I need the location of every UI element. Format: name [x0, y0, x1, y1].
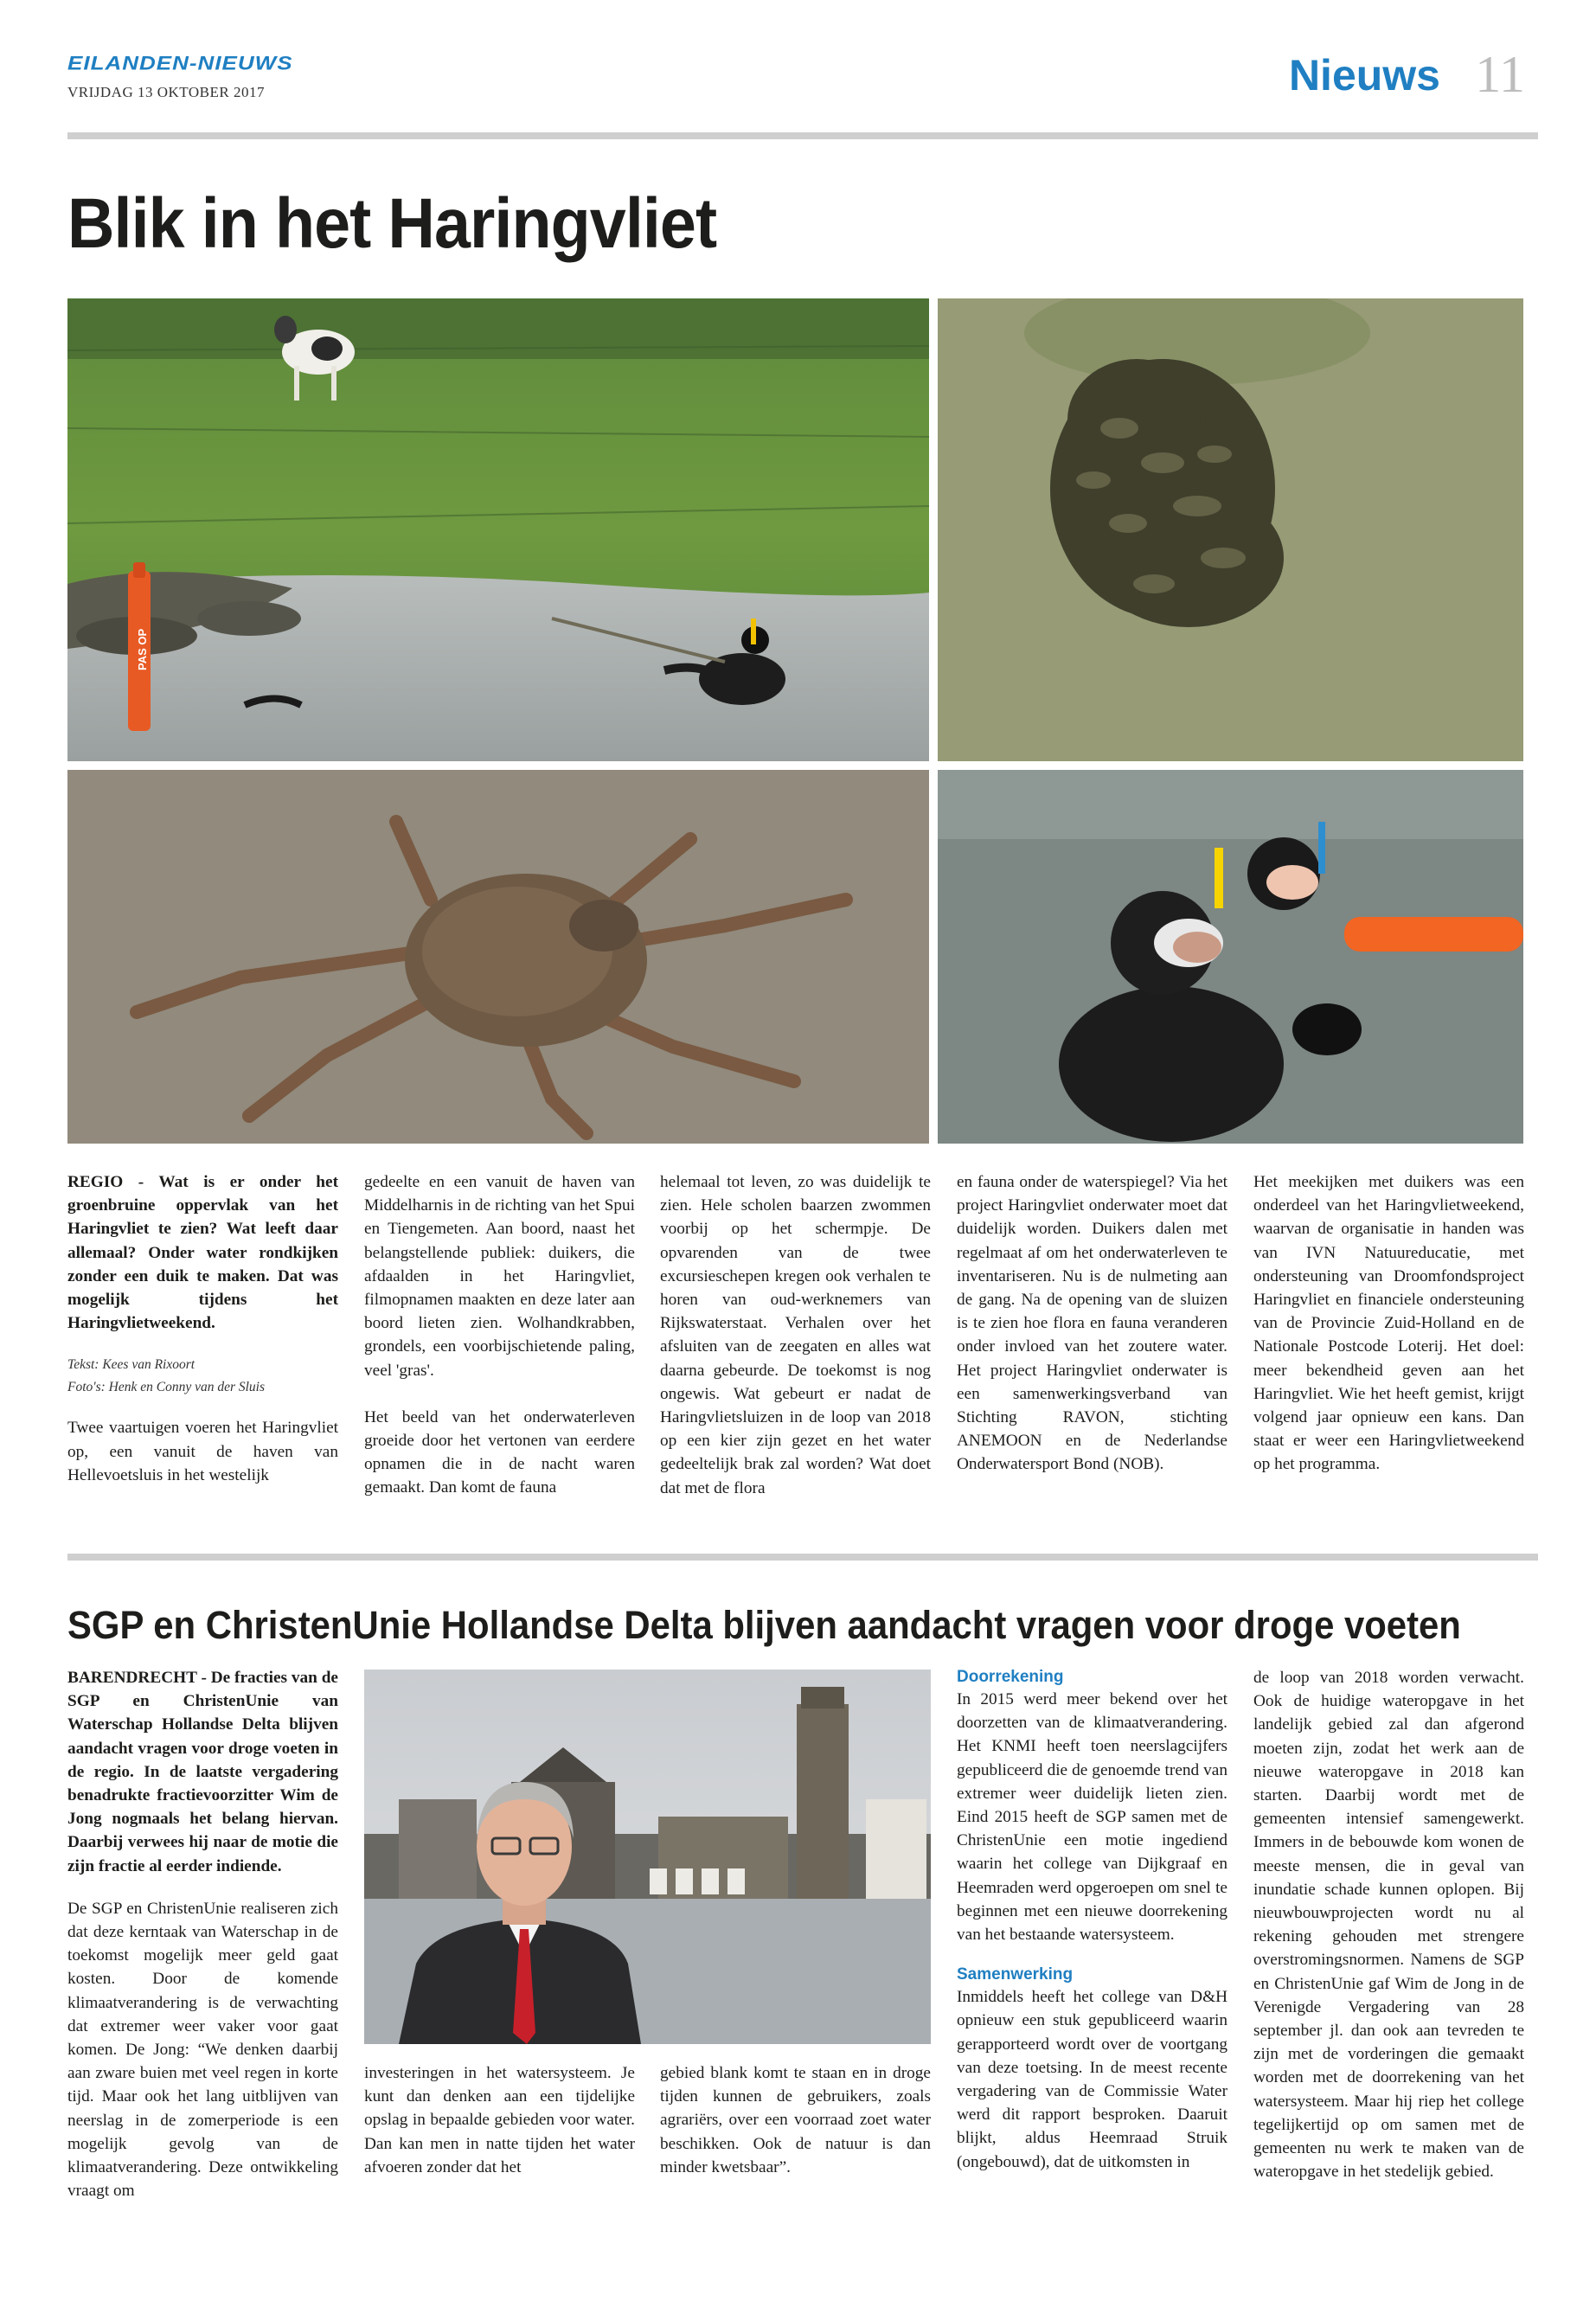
- article1-col2-p2: Het beeld van het onderwaterleven groeide door het vertonen van eerdere opnamen die in de nacht waren gemaakt. Dan komt de fauna: [364, 1407, 635, 1497]
- buoy-label: PAS OP: [136, 628, 149, 670]
- article2-col4-p2: Inmiddels heeft het college van D&H opnieuw een stuk gepubliceerd waarin gerapporteerd wordt over de voortgang van deze toetsing. In de meest recente vergadering van de Commissie Water werd dit rapport besproken. Daaruit blijkt, aldus Heemraad Struik (ongebouwd), dat de uitkomsten in: [957, 1988, 1227, 2171]
- photo-divers-entering: [67, 298, 929, 761]
- article2-col2: investeringen in het watersysteem. Je kunt dan denken aan een tijdelijke opslag in bepaalde gebieden voor water. Dan kan men in natte tijden het water afvoeren zonder dat het: [364, 2064, 635, 2176]
- article2-col1-body: De SGP en ChristenUnie realiseren zich dat deze kerntaak van Waterschap in de toekomst mogelijk meer geld gaat kosten. Door de komende klimaatverandering is de verwachting dat extremer weer vaker voor gaat komen. De Jong: “We denken daarbij aan zware buien met veel regen in korte tijd. Maar ook het lang uitblijven van neerslag in de zomerperiode is een mogelijk gevolg van de klimaatverandering. Deze ontwikkeling vraagt om: [67, 1899, 338, 2201]
- article2-lead: BARENDRECHT - De fracties van de SGP en ChristenUnie van Waterschap Hollandse Delta blijven aandacht vragen voor droge voeten in de regio. In de laatste vergadering benadrukte fractievoorzitter Wim de Jong nogmaals het belang hiervan. Daarbij verwees hij naar de motie die zijn fractie al eerder indiende.: [67, 1669, 338, 1875]
- article1-column-1: [67, 1170, 338, 1487]
- header-divider: [67, 132, 1538, 139]
- article1-column-3: [660, 1170, 931, 1500]
- credit-text: Tekst: Kees van Rixoort: [67, 1357, 195, 1373]
- article2-column-5: [1253, 1666, 1524, 2183]
- article2-headline: SGP en ChristenUnie Hollandse Delta blijven aandacht vragen voor droge voeten: [67, 1603, 1461, 1647]
- article2-column-4: [957, 1666, 1227, 2174]
- issue-date: VRIJDAG 13 OKTOBER 2017: [67, 84, 265, 100]
- article2-col5: de loop van 2018 worden verwacht. Ook de huidige wateropgave in het landelijk gebied zal dan afgerond moeten zijn, zodat het werk aan de nieuwe wateropgave in 2018 kan starten. Daarbij wordt met de gemeenten intensief samengewerkt. Immers in de bebouwde kom wonen de meeste mensen, die in geval van inundatie schade kunnen oplopen. Bij nieuwbouwprojecten wordt nu al rekening gehouden met strengere overstromingsnormen. Namens de SGP en ChristenUnie gaf Wim de Jong in de Verenigde Vergadering van 28 september jl. dan ook aan tevreden te zijn met de vorderingen die gemaakt worden met de doorrekening van het watersysteem. Maar hij riep het college tegelijkertijd op om samen met de gemeenten nu werk te maken van de wateropgave in het stedelijk gebied.: [1253, 1669, 1524, 2182]
- article1-col3: helemaal tot leven, zo was duidelijk te zien. Hele scholen baarzen zwommen voorbij op het schermpje. De opvarenden van de twee excursieschepen kregen ook verhalen te horen van oud-werknemers van Rijkswaterstaat. Verhalen over het afsluiten van de zeegaten en alles wat daarna gebeurde. De toekomst is nog ongewis. Wat gebeurt er nadat de Haringvlietsluizen in de loop van 2018 op een kier zijn gezet en het water gedeeltelijk brak zal worden? Wat doet dat met de flora: [660, 1173, 931, 1497]
- article1-column-5: [1253, 1170, 1524, 1477]
- photo-wim-de-jong: [364, 1670, 931, 2044]
- article2-column-1: [67, 1666, 338, 2202]
- photo-crab: [67, 770, 929, 1144]
- article-divider: [67, 1554, 1538, 1561]
- article-headline: Blik in het Haringvliet: [67, 184, 717, 263]
- article1-credits: [67, 1354, 338, 1399]
- article2-column-3: [660, 2061, 931, 2179]
- paper-logo: EILANDEN-NIEUWS: [67, 52, 293, 74]
- article1-lead: REGIO - Wat is er onder het groenbruine oppervlak van het Haringvliet te zien? Wat leeft daar allemaal? Onder water rondkijken zonder een duik te maken. Dat was mogelijk tijdens het Haringvlietweekend.: [67, 1173, 338, 1333]
- article1-col5: Het meekijken met duikers was een onderdeel van het Haringvlietweekend, waarvan de organisatie in handen was van IVN Natuureducatie, met ondersteuning van Droomfondsproject Haringvliet en financiele ondersteuning van de Provincie Zuid-Holland en de Nationale Postcode Loterij. Het doel: meer bekendheid geven aan het Haringvliet. Wie het heeft gemist, krijgt volgend jaar opnieuw een kans. Dan staat er weer een Haringvlietweekend op het programma.: [1253, 1173, 1524, 1474]
- photo-snorkel-divers: [938, 770, 1523, 1144]
- subhead-doorrekening: Doorrekening: [957, 1668, 1064, 1686]
- article1-col2-p1: gedeelte en een vanuit de haven van Middelharnis in de richting van het Spui en Tiengemeten. Aan boord, naast het belangstellende publiek: duikers, die afdaalden in het Haringvliet, filmopnamen maakten en deze later aan boord lieten zien. Wolhandkrabben, grondels, een voorbijschietende paling, veel 'gras'.: [364, 1173, 635, 1380]
- article2-col3: gebied blank komt te staan en in droge tijden kunnen de gebruikers, zoals agrariërs, over een voorraad zoet water beschikken. Ook de natuur is dan minder kwetsbaar”.: [660, 2064, 931, 2176]
- article1-column-2: [364, 1170, 635, 1500]
- section-title: Nieuws: [1288, 51, 1440, 99]
- article2-column-2: [364, 2061, 635, 2179]
- article2-col4-p1: In 2015 werd meer bekend over het doorzetten van de klimaatverandering. Het KNMI heeft toen neerslagcijfers gepubliceerd die de genoemde trend van extremer weer duidelijk lieten zien. Eind 2015 heeft de SGP samen met de ChristenUnie een motie ingediend waarin het college van Dijkgraaf en Heemraden werd opgeroepen om snel te beginnen met een nieuwe doorrekening van het bestaande watersysteem.: [957, 1690, 1227, 1945]
- article1-column-4: [957, 1170, 1227, 1477]
- subhead-samenwerking: Samenwerking: [957, 1965, 1074, 1984]
- credit-photos: Foto's: Henk en Conny van der Sluis: [67, 1380, 266, 1395]
- article1-col4: en fauna onder de waterspiegel? Via het project Haringvliet onderwater moet dat duidelijk worden. Duikers dalen met regelmaat af om het onderwaterleven te inventariseren. Nu is de nulmeting aan de gang. Na de opening van de sluizen is te zien hoe flora en fauna veranderen onder invloed van het zoutere water. Het project Haringvliet onderwater is een samenwerkingsverband van Stichting RAVON, stichting ANEMOON en de Nederlandse Onderwatersport Bond (NOB).: [957, 1173, 1227, 1474]
- photo-mussels: [938, 298, 1523, 761]
- page-number: 11: [1475, 46, 1525, 103]
- article1-col1-body: Twee vaartuigen voeren het Haringvliet op, een vanuit de haven van Hellevoetsluis in het westelijk: [67, 1419, 338, 1484]
